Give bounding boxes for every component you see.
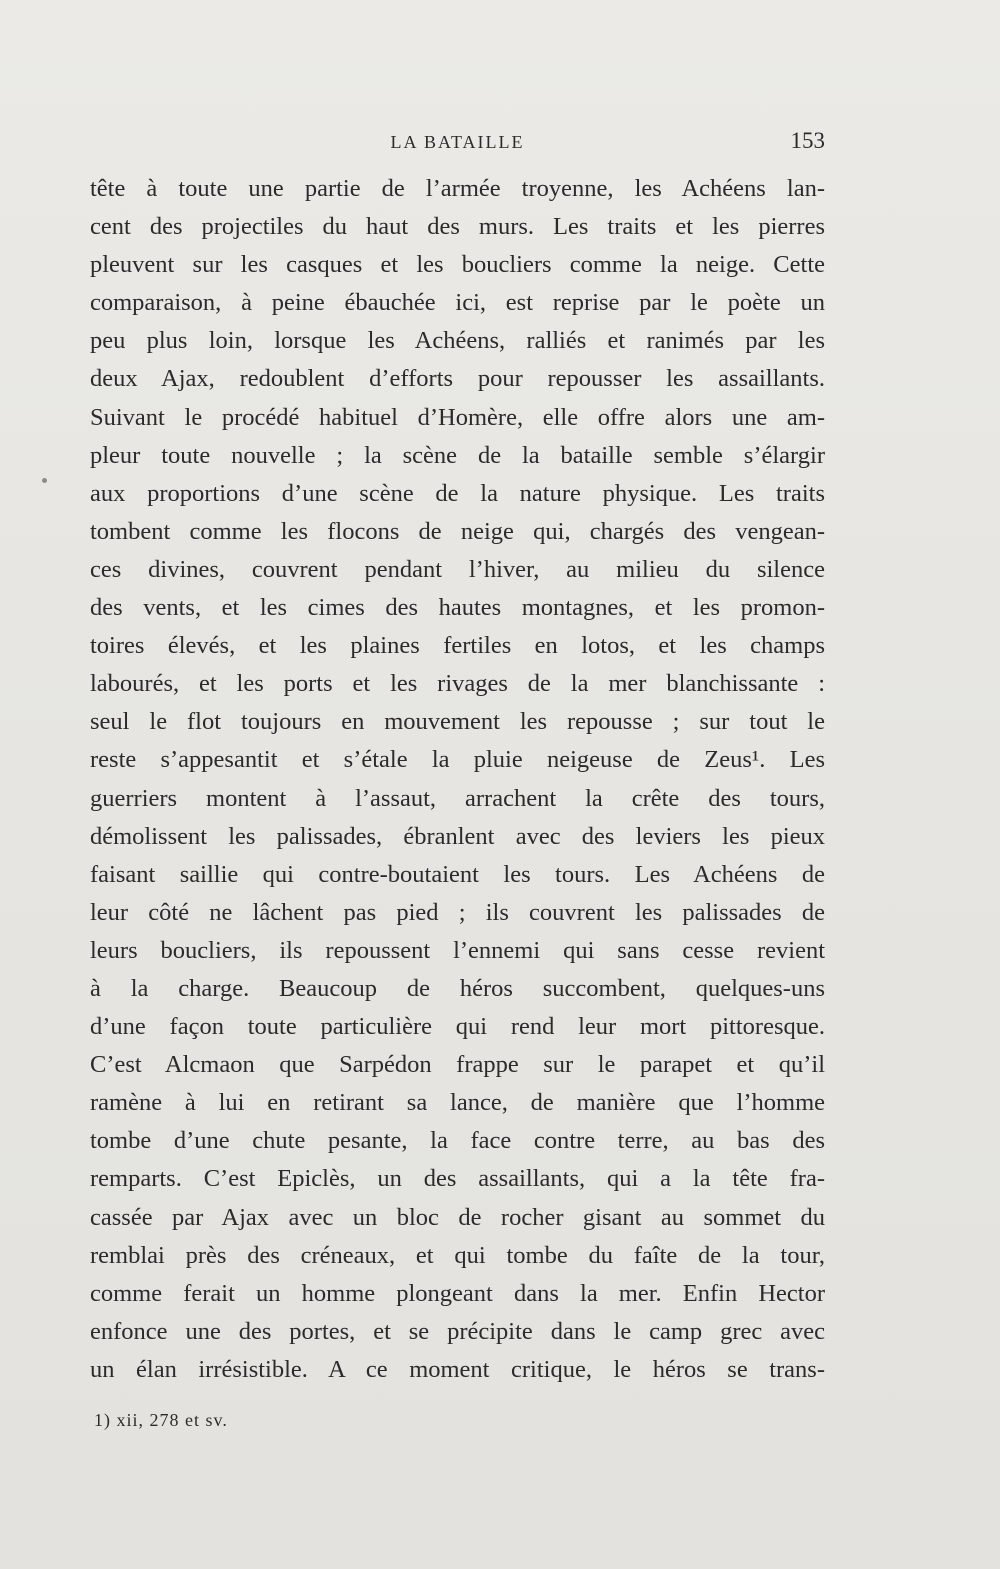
text-line: pleuvent sur les casques et les boucliers comme la neige. Cette xyxy=(90,251,825,279)
text-line: enfonce une des portes, et se précipite dans le camp grec avec xyxy=(90,1317,825,1345)
text-line: aux proportions d’une scène de la nature physique. Les traits xyxy=(90,479,825,507)
page-number: 153 xyxy=(790,128,825,153)
text-line: toires élevés, et les plaines fertiles en lotos, et les champs xyxy=(90,632,825,660)
running-title: LA BATAILLE xyxy=(390,132,525,152)
text-line: tombe d’une chute pesante, la face contre terre, au bas des xyxy=(90,1127,825,1155)
text-line: d’une façon toute particulière qui rend leur mort pittoresque. xyxy=(90,1013,825,1041)
text-line: comparaison, à peine ébauchée ici, est reprise par le poète un xyxy=(90,289,825,317)
text-line: remparts. C’est Epiclès, un des assaillants, qui a la tête fra- xyxy=(90,1165,825,1193)
text-line: démolissent les palissades, ébranlent avec des leviers les pieux xyxy=(90,822,825,850)
text-line: pleur toute nouvelle ; la scène de la bataille semble s’élargir xyxy=(90,441,825,469)
text-line: reste s’appesantit et s’étale la pluie neigeuse de Zeus¹. Les xyxy=(90,746,825,774)
text-line: ces divines, couvrent pendant l’hiver, au milieu du silence xyxy=(90,555,825,583)
running-head xyxy=(90,128,825,158)
text-line: cassée par Ajax avec un bloc de rocher gisant au sommet du xyxy=(90,1203,825,1231)
text-line: Suivant le procédé habituel d’Homère, elle offre alors une am- xyxy=(90,403,825,431)
text-line: peu plus loin, lorsque les Achéens, ralliés et ranimés par les xyxy=(90,327,825,355)
text-line: labourés, et les ports et les rivages de la mer blanchissante : xyxy=(90,670,825,698)
text-line: ramène à lui en retirant sa lance, de manière que l’homme xyxy=(90,1089,825,1117)
text-line: leurs boucliers, ils repoussent l’ennemi qui sans cesse revient xyxy=(90,936,825,964)
text-line: un élan irrésistible. A ce moment critique, le héros se trans- xyxy=(90,1355,825,1383)
text-line: tête à toute une partie de l’armée troyenne, les Achéens lan- xyxy=(90,175,825,202)
text-line: des vents, et les cimes des hautes montagnes, et les promon- xyxy=(90,594,825,622)
ink-speck xyxy=(42,478,47,483)
text-line: faisant saillie qui contre-boutaient les tours. Les Achéens de xyxy=(90,860,825,888)
text-line: remblai près des créneaux, et qui tombe du faîte de la tour, xyxy=(90,1241,825,1269)
text-line: comme ferait un homme plongeant dans la mer. Enfin Hector xyxy=(90,1279,825,1307)
text-line: leur côté ne lâchent pas pied ; ils couvrent les palissades de xyxy=(90,898,825,926)
text-line: seul le flot toujours en mouvement les repousse ; sur tout le xyxy=(90,708,825,736)
text-line: à la charge. Beaucoup de héros succombent, quelques-uns xyxy=(90,974,825,1002)
text-line: guerriers montent à l’assaut, arrachent la crête des tours, xyxy=(90,784,825,812)
body-text xyxy=(90,170,825,1389)
text-line: cent des projectiles du haut des murs. Les traits et les pierres xyxy=(90,213,825,241)
text-line: deux Ajax, redoublent d’efforts pour repousser les assaillants. xyxy=(90,365,825,393)
text-line: C’est Alcmaon que Sarpédon frappe sur le parapet et qu’il xyxy=(90,1051,825,1079)
footnote: 1) xii, 278 et sv. xyxy=(94,1410,228,1430)
text-line: tombent comme les flocons de neige qui, chargés des vengean- xyxy=(90,517,825,545)
